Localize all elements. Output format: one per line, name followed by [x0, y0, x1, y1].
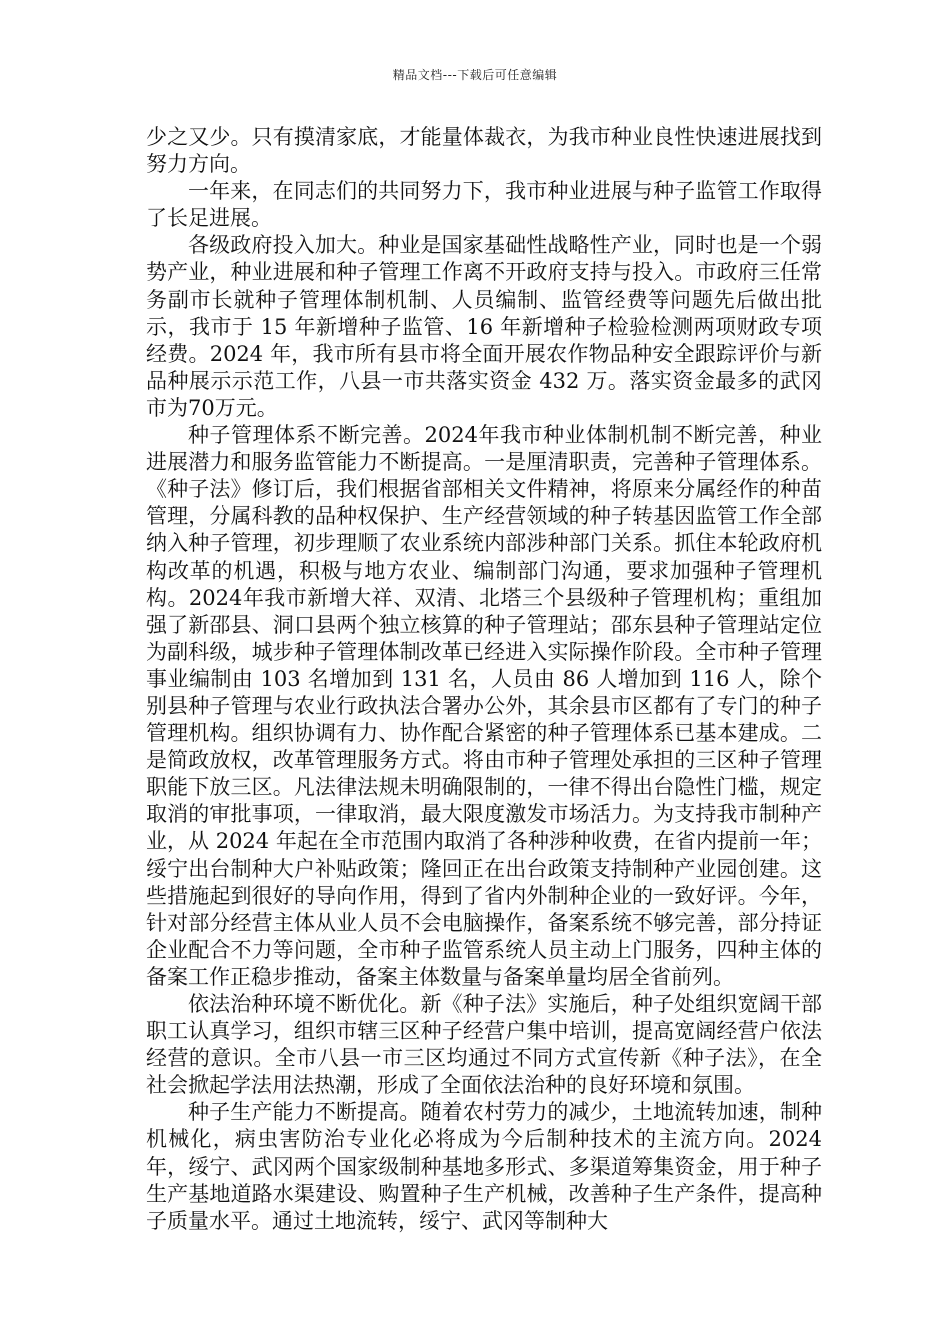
document-body	[146, 124, 822, 1235]
paragraph: 少之又少。只有摸清家底，才能量体裁衣，为我市种业良性快速进展找到努力方向。	[146, 125, 822, 177]
paragraph: 各级政府投入加大。种业是国家基础性战略性产业，同时也是一个弱势产业，种业进展和种子管理工作离不开政府支持与投入。市政府三任常务副市长就种子管理体制机制、人员编制、监管经费等问题先后做出批示，我市于 15 年新增种子监管、16 年新增种子检验检测两项财政专项经费。2024 年，我市所有县市将全面开展农作物品种安全跟踪评价与新品种展示示范工作，八县一市共落实资金 432 万。落实资金最多的武冈市为70万元。	[146, 233, 822, 420]
paragraph: 种子管理体系不断完善。2024年我市种业体制机制不断完善，种业进展潜力和服务监管能力不断提高。一是厘清职责，完善种子管理体系。《种子法》修订后，我们根据省部相关文件精神，将原来分属经作的种苗管理，分属科教的品种权保护、生产经营领域的种子转基因监管工作全部纳入种子管理，初步理顺了农业系统内部涉种部门关系。抓住本轮政府机构改革的机遇，积极与地方农业、编制部门沟通，要求加强种子管理机构。2024年我市新增大祥、双清、北塔三个县级种子管理机构；重组加强了新邵县、洞口县两个独立核算的种子管理站；邵东县种子管理站定位为副科级，城步种子管理体制改革已经进入实际操作阶段。全市种子管理事业编制由 103 名增加到 131 名，人员由 86 人增加到 116 人，除个别县种子管理与农业行政执法合署办公外，其余县市区都有了专门的种子管理机构。组织协调有力、协作配合紧密的种子管理体系已基本建成。二是简政放权，改革管理服务方式。将由市种子管理处承担的三区种子管理职能下放三区。凡法律法规未明确限制的，一律不得出台隐性门槛，规定取消的审批事项，一律取消，最大限度激发市场活力。为支持我市制种产业，从 2024 年起在全市范围内取消了各种涉种收费，在省内提前一年；绥宁出台制种大户补贴政策；隆回正在出台政策支持制种产业园创建。这些措施起到很好的导向作用，得到了省内外制种企业的一致好评。今年，针对部分经营主体从业人员不会电脑操作，备案系统不够完善，部分持证企业配合不力等问题，全市种子监管系统人员主动上门服务，四种主体的备案工作正稳步推动，备案主体数量与备案单量均居全省前列。	[146, 423, 822, 989]
page-header: 精品文档---下载后可任意编辑	[392, 68, 558, 82]
paragraph: 种子生产能力不断提高。随着农村劳力的减少，土地流转加速，制种机械化，病虫害防治专业化必将成为今后制种技术的主流方向。2024 年，绥宁、武冈两个国家级制种基地多形式、多渠道筹集资金，用于种子生产基地道路水渠建设、购置种子生产机械，改善种子生产条件，提高种子质量水平。通过土地流转，绥宁、武冈等制种大	[146, 1100, 822, 1233]
paragraph: 一年来，在同志们的共同努力下，我市种业进展与种子监管工作取得了长足进展。	[146, 179, 822, 231]
paragraph: 依法治种环境不断优化。新《种子法》实施后，种子处组织宽阔干部职工认真学习，组织市辖三区种子经营户集中培训，提高宽阔经营户依法经营的意识。全市八县一市三区均通过不同方式宣传新《种子法》，在全社会掀起学法用法热潮，形成了全面依法治种的良好环境和氛围。	[146, 992, 822, 1098]
